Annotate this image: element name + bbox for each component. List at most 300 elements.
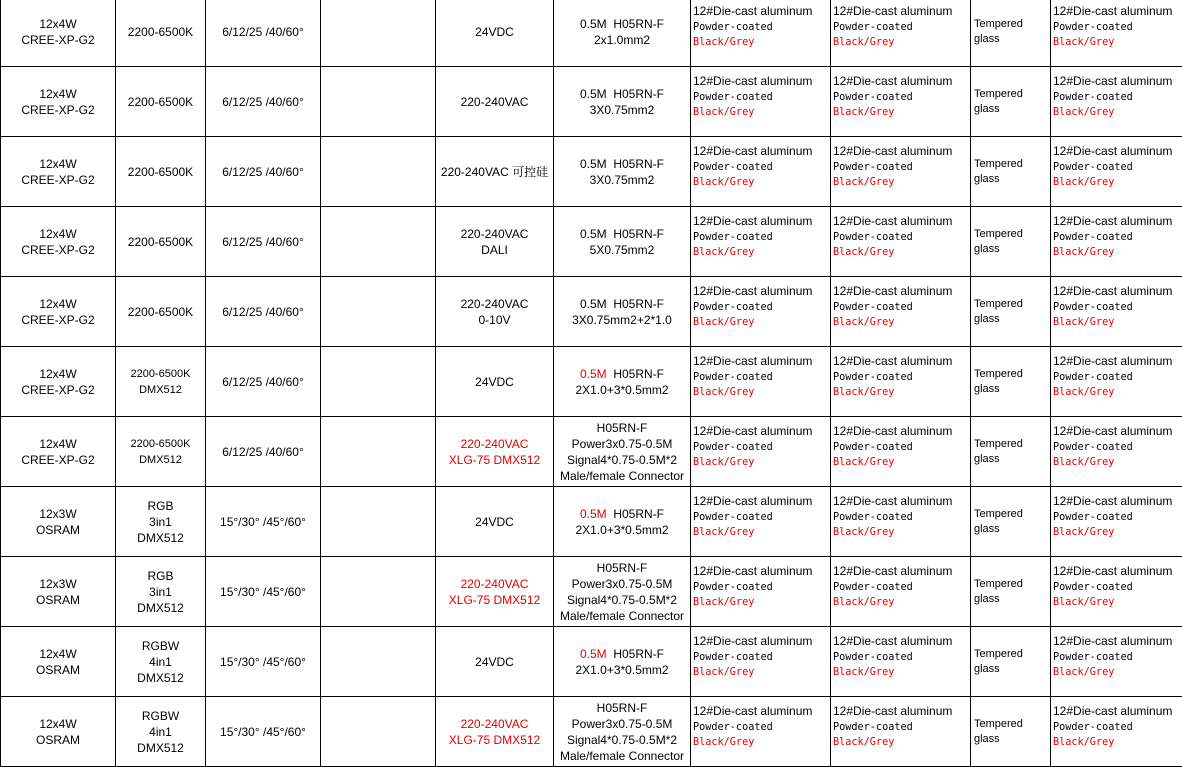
color-line: Black/Grey: [833, 175, 968, 191]
cable-line: [556, 748, 688, 764]
glass-cell: [971, 0, 1051, 67]
empty-cell: [321, 627, 436, 697]
cct-line: DMX512: [118, 740, 203, 756]
led-cell: [1, 0, 116, 67]
cable-line: [556, 662, 688, 678]
power-line: 220-240VAC: [438, 226, 551, 242]
glass-cell: [971, 137, 1051, 207]
power-line: 24VDC: [438, 374, 551, 390]
power-line: 24VDC: [438, 654, 551, 670]
finish-line: Powder-coated: [1053, 230, 1180, 246]
beam-angle-text: 6/12/25 /40/60°: [208, 234, 318, 250]
finish-line: Powder-coated: [1053, 510, 1180, 526]
beam-angle-cell: [206, 697, 321, 767]
cable-segment: H05RN-F: [607, 367, 664, 381]
led-cell: [1, 557, 116, 627]
material-cell: [831, 557, 971, 627]
cable-segment: H05RN-F: [607, 647, 664, 661]
finish-line: Powder-coated: [833, 20, 968, 36]
glass-cell: [971, 347, 1051, 417]
led-cell: [1, 277, 116, 347]
material-cell: [691, 487, 831, 557]
material-cell: [1051, 67, 1182, 137]
cct-line: 2200-6500K: [118, 366, 203, 382]
empty-cell: [321, 557, 436, 627]
cable-line: [556, 172, 688, 188]
empty-cell: [321, 0, 436, 67]
table-row: [1, 137, 1182, 207]
color-line: Black/Grey: [1053, 735, 1180, 751]
finish-line: Powder-coated: [1053, 580, 1180, 596]
beam-angle-cell: [206, 417, 321, 487]
color-line: Black/Grey: [693, 245, 828, 261]
cable-line: [556, 560, 688, 576]
color-line: Black/Grey: [833, 315, 968, 331]
table-row: [1, 277, 1182, 347]
led-cell: [1, 697, 116, 767]
material-cell: [1051, 137, 1182, 207]
material-line: 12#Die-cast aluminum: [1053, 214, 1180, 230]
material-line: 12#Die-cast aluminum: [693, 424, 828, 440]
cct-line: DMX512: [118, 600, 203, 616]
material-cell: [831, 0, 971, 67]
color-line: Black/Grey: [693, 735, 828, 751]
material-cell: [831, 137, 971, 207]
finish-line: Powder-coated: [833, 160, 968, 176]
finish-line: Powder-coated: [693, 510, 828, 526]
power-cell: [436, 347, 554, 417]
finish-line: Powder-coated: [1053, 160, 1180, 176]
cable-cell: [554, 67, 691, 137]
finish-line: Powder-coated: [693, 370, 828, 386]
cct-line: 2200-6500K: [118, 304, 203, 320]
material-cell: [1051, 207, 1182, 277]
finish-line: Powder-coated: [1053, 720, 1180, 736]
cct-line: 2200-6500K: [118, 164, 203, 180]
glass-line: glass: [974, 592, 1048, 607]
beam-angle-text: 6/12/25 /40/60°: [208, 444, 318, 460]
power-cell: [436, 627, 554, 697]
cable-line: [556, 732, 688, 748]
cable-cell: [554, 697, 691, 767]
cable-line: [556, 700, 688, 716]
cable-segment: 2X1.0+3*0.5mm2: [575, 663, 668, 677]
material-cell: [1051, 347, 1182, 417]
material-cell: [831, 347, 971, 417]
material-line: 12#Die-cast aluminum: [833, 4, 968, 20]
finish-line: Powder-coated: [693, 230, 828, 246]
glass-cell: [971, 697, 1051, 767]
led-line: OSRAM: [3, 592, 113, 608]
beam-angle-cell: [206, 137, 321, 207]
led-line: OSRAM: [3, 522, 113, 538]
table-row: [1, 487, 1182, 557]
cct-line: 2200-6500K: [118, 94, 203, 110]
led-cell: [1, 67, 116, 137]
glass-cell: [971, 627, 1051, 697]
cable-line: [556, 506, 688, 522]
power-cell: [436, 67, 554, 137]
led-line: CREE-XP-G2: [3, 382, 113, 398]
material-line: 12#Die-cast aluminum: [1053, 74, 1180, 90]
material-cell: [831, 417, 971, 487]
led-cell: [1, 417, 116, 487]
led-line: CREE-XP-G2: [3, 172, 113, 188]
cable-line: [556, 242, 688, 258]
led-line: 12x4W: [3, 226, 113, 242]
glass-line: Tempered: [974, 507, 1048, 522]
cct-cell: [116, 277, 206, 347]
cct-line: 4in1: [118, 724, 203, 740]
finish-line: Powder-coated: [1053, 20, 1180, 36]
material-cell: [691, 627, 831, 697]
led-cell: [1, 487, 116, 557]
cct-cell: [116, 487, 206, 557]
glass-line: glass: [974, 662, 1048, 677]
cable-line: [556, 716, 688, 732]
finish-line: Powder-coated: [833, 650, 968, 666]
beam-angle-text: 6/12/25 /40/60°: [208, 164, 318, 180]
cable-line: [556, 452, 688, 468]
color-line: Black/Grey: [833, 665, 968, 681]
color-line: Black/Grey: [833, 105, 968, 121]
material-line: 12#Die-cast aluminum: [833, 214, 968, 230]
cct-line: 2200-6500K: [118, 24, 203, 40]
beam-angle-text: 15°/30° /45°/60°: [208, 724, 318, 740]
cable-line: [556, 296, 688, 312]
cable-segment: H05RN-F: [597, 561, 648, 575]
color-line: Black/Grey: [693, 595, 828, 611]
material-line: 12#Die-cast aluminum: [833, 144, 968, 160]
cct-line: 2200-6500K: [118, 234, 203, 250]
color-line: Black/Grey: [693, 525, 828, 541]
cct-line: 4in1: [118, 654, 203, 670]
power-cell: [436, 697, 554, 767]
beam-angle-cell: [206, 207, 321, 277]
material-cell: [1051, 697, 1182, 767]
led-line: CREE-XP-G2: [3, 312, 113, 328]
led-line: 12x3W: [3, 506, 113, 522]
material-cell: [1051, 277, 1182, 347]
finish-line: Powder-coated: [693, 160, 828, 176]
material-line: 12#Die-cast aluminum: [693, 284, 828, 300]
empty-cell: [321, 697, 436, 767]
cable-cell: [554, 137, 691, 207]
table-row: [1, 627, 1182, 697]
cct-cell: [116, 627, 206, 697]
cct-cell: [116, 347, 206, 417]
color-line: Black/Grey: [693, 35, 828, 51]
color-line: Black/Grey: [1053, 105, 1180, 121]
cable-segment: H05RN-F: [607, 507, 664, 521]
finish-line: Powder-coated: [693, 650, 828, 666]
cable-line: [556, 16, 688, 32]
color-line: Black/Grey: [693, 385, 828, 401]
cable-segment: 2X1.0+3*0.5mm2: [575, 383, 668, 397]
material-cell: [1051, 487, 1182, 557]
glass-line: glass: [974, 382, 1048, 397]
cable-cell: [554, 0, 691, 67]
empty-cell: [321, 277, 436, 347]
cct-line: DMX512: [118, 382, 203, 398]
cable-line: [556, 646, 688, 662]
cable-cell: [554, 277, 691, 347]
cable-segment: Male/female Connector: [560, 609, 684, 623]
material-line: 12#Die-cast aluminum: [833, 284, 968, 300]
finish-line: Powder-coated: [833, 720, 968, 736]
finish-line: Powder-coated: [693, 90, 828, 106]
table-row: [1, 417, 1182, 487]
cable-line: [556, 468, 688, 484]
power-cell: [436, 557, 554, 627]
finish-line: Powder-coated: [693, 720, 828, 736]
glass-line: Tempered: [974, 17, 1048, 32]
material-cell: [691, 0, 831, 67]
power-line: 24VDC: [438, 514, 551, 530]
cct-line: DMX512: [118, 452, 203, 468]
material-cell: [1051, 627, 1182, 697]
cable-segment: 0.5M: [580, 647, 607, 661]
cable-segment: 2x1.0mm2: [594, 33, 650, 47]
material-cell: [831, 207, 971, 277]
beam-angle-cell: [206, 0, 321, 67]
beam-angle-text: 15°/30° /45°/60°: [208, 514, 318, 530]
beam-angle-cell: [206, 277, 321, 347]
cable-line: [556, 608, 688, 624]
color-line: Black/Grey: [1053, 385, 1180, 401]
finish-line: Powder-coated: [1053, 370, 1180, 386]
table-row: [1, 557, 1182, 627]
color-line: Black/Grey: [833, 595, 968, 611]
color-line: Black/Grey: [1053, 455, 1180, 471]
table-row: [1, 0, 1182, 67]
cable-segment: 3X0.75mm2+2*1.0: [572, 313, 672, 327]
material-line: 12#Die-cast aluminum: [1053, 354, 1180, 370]
beam-angle-text: 6/12/25 /40/60°: [208, 24, 318, 40]
cable-line: [556, 102, 688, 118]
led-cell: [1, 137, 116, 207]
led-line: 12x4W: [3, 366, 113, 382]
color-line: Black/Grey: [693, 455, 828, 471]
beam-angle-cell: [206, 347, 321, 417]
cable-segment: 0.5M H05RN-F: [580, 87, 664, 101]
finish-line: Powder-coated: [1053, 440, 1180, 456]
color-line: Black/Grey: [1053, 315, 1180, 331]
material-line: 12#Die-cast aluminum: [693, 564, 828, 580]
led-line: 12x4W: [3, 716, 113, 732]
color-line: Black/Grey: [693, 315, 828, 331]
finish-line: Powder-coated: [693, 20, 828, 36]
cct-cell: [116, 417, 206, 487]
material-cell: [831, 627, 971, 697]
material-line: 12#Die-cast aluminum: [1053, 424, 1180, 440]
cable-line: [556, 366, 688, 382]
glass-cell: [971, 557, 1051, 627]
cable-segment: 0.5M H05RN-F: [580, 17, 664, 31]
material-cell: [691, 697, 831, 767]
material-line: 12#Die-cast aluminum: [833, 74, 968, 90]
glass-line: Tempered: [974, 577, 1048, 592]
cct-line: RGB: [118, 568, 203, 584]
color-line: Black/Grey: [1053, 595, 1180, 611]
cable-line: [556, 382, 688, 398]
empty-cell: [321, 137, 436, 207]
glass-cell: [971, 487, 1051, 557]
cable-segment: Signal4*0.75-0.5M*2: [567, 453, 677, 467]
cable-segment: 2X1.0+3*0.5mm2: [575, 523, 668, 537]
cct-cell: [116, 557, 206, 627]
glass-cell: [971, 207, 1051, 277]
material-line: 12#Die-cast aluminum: [693, 4, 828, 20]
material-cell: [831, 277, 971, 347]
glass-line: glass: [974, 172, 1048, 187]
glass-line: Tempered: [974, 437, 1048, 452]
glass-cell: [971, 417, 1051, 487]
power-cell: [436, 487, 554, 557]
cct-cell: [116, 0, 206, 67]
beam-angle-text: 6/12/25 /40/60°: [208, 374, 318, 390]
led-line: CREE-XP-G2: [3, 452, 113, 468]
color-line: Black/Grey: [693, 175, 828, 191]
power-cell: [436, 207, 554, 277]
cable-line: [556, 32, 688, 48]
empty-cell: [321, 487, 436, 557]
cable-segment: 0.5M: [580, 507, 607, 521]
glass-line: Tempered: [974, 647, 1048, 662]
power-line: 220-240VAC: [438, 716, 551, 732]
led-line: 12x4W: [3, 86, 113, 102]
cable-line: [556, 576, 688, 592]
glass-line: Tempered: [974, 157, 1048, 172]
material-cell: [691, 347, 831, 417]
table-row: [1, 67, 1182, 137]
beam-angle-text: 6/12/25 /40/60°: [208, 304, 318, 320]
color-line: Black/Grey: [1053, 245, 1180, 261]
cable-cell: [554, 487, 691, 557]
cable-segment: 3X0.75mm2: [590, 103, 655, 117]
beam-angle-text: 15°/30° /45°/60°: [208, 584, 318, 600]
material-line: 12#Die-cast aluminum: [833, 704, 968, 720]
color-line: Black/Grey: [1053, 35, 1180, 51]
power-cell: [436, 277, 554, 347]
led-line: OSRAM: [3, 662, 113, 678]
power-line: 220-240VAC: [438, 296, 551, 312]
power-cell: [436, 137, 554, 207]
cct-cell: [116, 67, 206, 137]
empty-cell: [321, 347, 436, 417]
power-line: 220-240VAC: [438, 94, 551, 110]
cct-line: RGBW: [118, 638, 203, 654]
cable-line: [556, 156, 688, 172]
material-line: 12#Die-cast aluminum: [833, 354, 968, 370]
power-cell: [436, 0, 554, 67]
glass-line: Tempered: [974, 227, 1048, 242]
material-line: 12#Die-cast aluminum: [833, 494, 968, 510]
led-cell: [1, 627, 116, 697]
glass-line: glass: [974, 452, 1048, 467]
glass-line: Tempered: [974, 297, 1048, 312]
led-line: CREE-XP-G2: [3, 32, 113, 48]
finish-line: Powder-coated: [1053, 300, 1180, 316]
finish-line: Powder-coated: [1053, 650, 1180, 666]
material-cell: [1051, 557, 1182, 627]
glass-line: glass: [974, 32, 1048, 47]
cable-segment: 5X0.75mm2: [590, 243, 655, 257]
material-line: 12#Die-cast aluminum: [693, 144, 828, 160]
finish-line: Powder-coated: [693, 580, 828, 596]
beam-angle-text: 15°/30° /45°/60°: [208, 654, 318, 670]
material-cell: [831, 487, 971, 557]
cct-cell: [116, 207, 206, 277]
led-line: 12x4W: [3, 156, 113, 172]
led-line: OSRAM: [3, 732, 113, 748]
power-line: 24VDC: [438, 24, 551, 40]
cable-segment: Signal4*0.75-0.5M*2: [567, 593, 677, 607]
cable-segment: H05RN-F: [597, 421, 648, 435]
color-line: Black/Grey: [1053, 665, 1180, 681]
spec-table-body: [1, 0, 1182, 767]
beam-angle-cell: [206, 557, 321, 627]
material-line: 12#Die-cast aluminum: [693, 634, 828, 650]
cct-line: 3in1: [118, 514, 203, 530]
finish-line: Powder-coated: [693, 300, 828, 316]
cct-cell: [116, 137, 206, 207]
glass-line: glass: [974, 102, 1048, 117]
material-line: 12#Die-cast aluminum: [693, 494, 828, 510]
material-cell: [831, 67, 971, 137]
cct-line: RGB: [118, 498, 203, 514]
cable-line: [556, 226, 688, 242]
color-line: Black/Grey: [1053, 525, 1180, 541]
finish-line: Powder-coated: [833, 440, 968, 456]
color-line: Black/Grey: [833, 735, 968, 751]
table-row: [1, 697, 1182, 767]
color-line: Black/Grey: [833, 525, 968, 541]
cct-line: 3in1: [118, 584, 203, 600]
material-cell: [1051, 0, 1182, 67]
material-line: 12#Die-cast aluminum: [1053, 284, 1180, 300]
led-line: 12x4W: [3, 16, 113, 32]
led-line: CREE-XP-G2: [3, 242, 113, 258]
color-line: Black/Grey: [693, 665, 828, 681]
material-cell: [691, 557, 831, 627]
led-line: 12x4W: [3, 646, 113, 662]
beam-angle-cell: [206, 627, 321, 697]
cable-cell: [554, 627, 691, 697]
material-cell: [1051, 417, 1182, 487]
cable-segment: Power3x0.75-0.5M: [572, 717, 673, 731]
finish-line: Powder-coated: [833, 370, 968, 386]
color-line: Black/Grey: [833, 245, 968, 261]
power-line: 220-240VAC: [438, 576, 551, 592]
material-line: 12#Die-cast aluminum: [833, 564, 968, 580]
led-line: 12x4W: [3, 296, 113, 312]
power-line: XLG-75 DMX512: [438, 732, 551, 748]
glass-line: glass: [974, 242, 1048, 257]
material-line: 12#Die-cast aluminum: [1053, 634, 1180, 650]
cct-cell: [116, 697, 206, 767]
cct-line: DMX512: [118, 670, 203, 686]
power-line: 220-240VAC: [438, 436, 551, 452]
cable-line: [556, 312, 688, 328]
material-line: 12#Die-cast aluminum: [1053, 564, 1180, 580]
cable-line: [556, 86, 688, 102]
material-line: 12#Die-cast aluminum: [693, 704, 828, 720]
color-line: Black/Grey: [833, 455, 968, 471]
color-line: Black/Grey: [693, 105, 828, 121]
cable-segment: 0.5M H05RN-F: [580, 157, 664, 171]
material-line: 12#Die-cast aluminum: [1053, 494, 1180, 510]
